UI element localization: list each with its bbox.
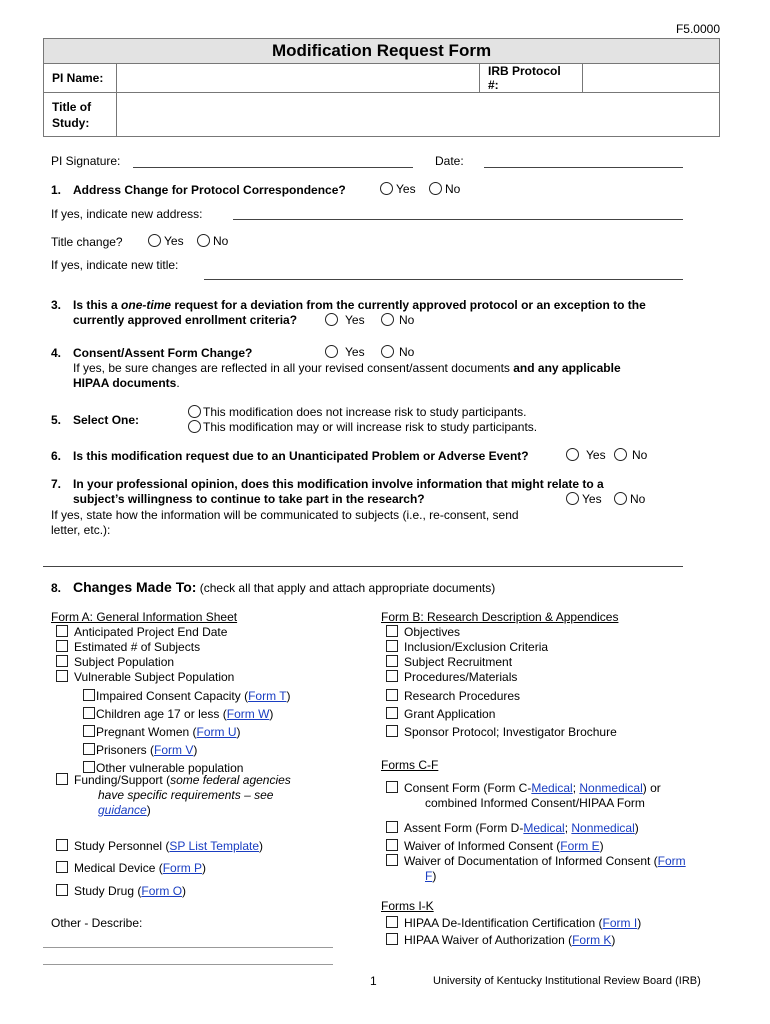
checkbox-icon[interactable] — [386, 640, 398, 652]
checkbox-icon[interactable] — [56, 773, 68, 785]
q7-question-line2: subject’s willingness to continue to take part in the research? — [73, 492, 425, 506]
q7-followup-line2: letter, etc.): — [51, 523, 111, 537]
hipaa-waiver-item[interactable]: HIPAA Waiver of Authorization (Form K) — [386, 933, 615, 948]
checkbox-icon[interactable] — [83, 725, 95, 737]
study-title-label: Title of Study: — [44, 93, 117, 137]
irb-protocol-field[interactable] — [583, 64, 720, 93]
pi-name-field[interactable] — [117, 64, 480, 93]
vulnerable-item[interactable]: Pregnant Women (Form U) — [83, 723, 291, 741]
form-b-item[interactable]: Grant Application — [386, 705, 618, 723]
waiver-documentation-item[interactable]: Waiver of Documentation of Informed Consent (Form F) — [386, 854, 686, 884]
form-code: F5.0000 — [675, 22, 720, 36]
checkbox-icon[interactable] — [83, 743, 95, 755]
checkbox-icon[interactable] — [56, 640, 68, 652]
checkbox-icon[interactable] — [83, 707, 95, 719]
form-a-item[interactable]: Vulnerable Subject Population — [51, 670, 291, 685]
form-a-heading: Form A: General Information Sheet — [51, 610, 238, 624]
q4-note-line2: HIPAA documents. — [73, 376, 180, 390]
vulnerable-item[interactable]: Prisoners (Form V) — [83, 741, 291, 759]
date-line[interactable] — [484, 167, 683, 168]
checkbox-icon[interactable] — [386, 854, 398, 866]
checkbox-icon[interactable] — [56, 884, 68, 896]
q6-no-option[interactable]: No — [614, 448, 647, 462]
q4-yes-option[interactable]: Yes — [325, 345, 365, 359]
header-table — [43, 38, 720, 137]
q3-number: 3. — [51, 298, 62, 312]
q4-no-option[interactable]: No — [381, 345, 414, 359]
pi-name-label: PI Name: — [44, 64, 117, 93]
checkbox-icon[interactable] — [386, 781, 398, 793]
q7-yes-option[interactable]: Yes — [566, 492, 602, 506]
form-b-item[interactable]: Inclusion/Exclusion Criteria — [381, 640, 618, 655]
q3-yes-option[interactable]: Yes — [325, 313, 365, 327]
checkbox-icon[interactable] — [56, 655, 68, 667]
q5-option-no-increase[interactable]: This modification does not increase risk to study participants. — [188, 405, 526, 419]
radio-icon[interactable] — [381, 345, 394, 358]
checkbox-icon[interactable] — [386, 689, 398, 701]
form-a-item[interactable]: Subject Population — [51, 655, 291, 670]
radio-icon[interactable] — [188, 420, 201, 433]
q8-number: 8. — [51, 581, 62, 595]
title-change-yes-option[interactable]: Yes — [148, 234, 184, 248]
pi-signature-line[interactable] — [133, 167, 413, 168]
form-b-item[interactable]: Sponsor Protocol; Investigator Brochure — [386, 723, 618, 741]
radio-icon[interactable] — [380, 182, 393, 195]
checkbox-icon[interactable] — [386, 655, 398, 667]
radio-icon[interactable] — [148, 234, 161, 247]
q1-question: Address Change for Protocol Correspondence? — [73, 183, 346, 197]
checkbox-icon[interactable] — [56, 670, 68, 682]
form-b-section — [381, 610, 618, 741]
waiver-consent-item[interactable]: Waiver of Informed Consent (Form E) — [386, 839, 604, 854]
radio-icon[interactable] — [188, 405, 201, 418]
study-drug-item[interactable]: Study Drug (Form O) — [56, 884, 186, 899]
q1-no-option[interactable]: No — [429, 182, 460, 196]
vulnerable-item[interactable]: Children age 17 or less (Form W) — [83, 705, 291, 723]
q7-answer-line[interactable] — [43, 566, 683, 567]
checkbox-icon[interactable] — [83, 761, 95, 773]
checkbox-icon[interactable] — [56, 839, 68, 851]
q5-option-increase[interactable]: This modification may or will increase risk to study participants. — [188, 420, 537, 434]
q5-label: Select One: — [73, 413, 140, 427]
study-personnel-item[interactable]: Study Personnel (SP List Template) — [56, 839, 263, 854]
q7-followup: If yes, state how the information will be communicated to subjects (i.e., re-consent, send — [51, 508, 519, 522]
q3-question-line2: currently approved enrollment criteria? — [73, 313, 298, 327]
q7-number: 7. — [51, 477, 62, 491]
funding-item[interactable]: Funding/Support (some federal agencies have specific requirements – see guidance) — [56, 773, 291, 818]
q7-no-option[interactable]: No — [614, 492, 645, 506]
form-title: Modification Request Form — [44, 39, 720, 64]
assent-form-item[interactable]: Assent Form (Form D-Medical; Nonmedical) — [386, 821, 639, 836]
checkbox-icon[interactable] — [386, 933, 398, 945]
new-address-label: If yes, indicate new address: — [51, 207, 203, 221]
new-address-line[interactable] — [233, 219, 683, 220]
forms-ik-heading: Forms I-K — [381, 899, 434, 913]
checkbox-icon[interactable] — [386, 670, 398, 682]
radio-icon[interactable] — [325, 345, 338, 358]
q6-number: 6. — [51, 449, 62, 463]
checkbox-icon[interactable] — [56, 625, 68, 637]
checkbox-icon[interactable] — [56, 861, 68, 873]
checkbox-icon[interactable] — [386, 707, 398, 719]
radio-icon[interactable] — [566, 448, 579, 461]
other-describe-line[interactable] — [43, 947, 333, 948]
checkbox-icon[interactable] — [386, 821, 398, 833]
page-number: 1 — [370, 974, 377, 988]
footer-org: University of Kentucky Institutional Review Board (IRB) — [433, 975, 701, 987]
form-b-item[interactable]: Objectives — [381, 625, 618, 640]
radio-icon[interactable] — [381, 313, 394, 326]
form-b-heading: Form B: Research Description & Appendices — [381, 610, 619, 624]
q1-number: 1. — [51, 183, 62, 197]
form-b-item[interactable]: Procedures/Materials — [381, 670, 618, 685]
q6-yes-option[interactable]: Yes — [566, 448, 606, 462]
q3-no-option[interactable]: No — [381, 313, 414, 327]
radio-icon[interactable] — [197, 234, 210, 247]
q8-heading: Changes Made To: (check all that apply and attach appropriate documents) — [73, 579, 496, 595]
q4-number: 4. — [51, 346, 62, 360]
new-title-label: If yes, indicate new title: — [51, 258, 179, 272]
date-label: Date: — [435, 154, 464, 168]
form-b-item[interactable]: Research Procedures — [386, 687, 618, 705]
vulnerable-subgroups — [51, 687, 291, 777]
form-a-item[interactable]: Estimated # of Subjects — [51, 640, 291, 655]
q5-number: 5. — [51, 413, 62, 427]
other-describe-label: Other - Describe: — [51, 916, 143, 930]
forms-cf-heading: Forms C-F — [381, 758, 439, 772]
radio-icon[interactable] — [325, 313, 338, 326]
title-change-label: Title change? — [51, 235, 123, 249]
title-change-no-option[interactable]: No — [197, 234, 228, 248]
checkbox-icon[interactable] — [83, 689, 95, 701]
pi-signature-label: PI Signature: — [51, 154, 121, 168]
vulnerable-item[interactable]: Impaired Consent Capacity (Form T) — [83, 687, 291, 705]
q6-question: Is this modification request due to an Unanticipated Problem or Adverse Event? — [73, 449, 529, 463]
vulnerable-item[interactable]: Other vulnerable population — [83, 759, 291, 777]
form-b-more — [381, 687, 618, 741]
checkbox-icon[interactable] — [386, 725, 398, 737]
q3-question: Is this a one-time request for a deviation from the currently approved protocol or an exception to the — [73, 298, 646, 312]
q4-note: If yes, be sure changes are reflected in all your revised consent/assent documents and any applicable — [73, 361, 621, 375]
form-a-item[interactable]: Anticipated Project End Date — [51, 625, 291, 640]
radio-icon[interactable] — [566, 492, 579, 505]
study-title-field[interactable] — [117, 93, 720, 137]
irb-protocol-label: IRB Protocol #: — [480, 64, 583, 93]
form-a-section — [51, 610, 291, 777]
q4-question: Consent/Assent Form Change? — [73, 346, 253, 360]
radio-icon[interactable] — [614, 492, 627, 505]
q7-question: In your professional opinion, does this modification involve information that might relate to a — [73, 477, 604, 491]
hipaa-deidentification-item[interactable]: HIPAA De-Identification Certification (Form I) — [386, 916, 641, 931]
other-describe-line[interactable] — [43, 964, 333, 965]
consent-form-item[interactable]: Consent Form (Form C-Medical; Nonmedical) or combined Informed Consent/HIPAA Form — [386, 781, 661, 811]
new-title-line[interactable] — [204, 279, 683, 280]
q1-yes-option[interactable]: Yes — [380, 182, 416, 196]
radio-icon[interactable] — [614, 448, 627, 461]
checkbox-icon[interactable] — [386, 839, 398, 851]
radio-icon[interactable] — [429, 182, 442, 195]
medical-device-item[interactable]: Medical Device (Form P) — [56, 861, 206, 876]
checkbox-icon[interactable] — [386, 625, 398, 637]
checkbox-icon[interactable] — [386, 916, 398, 928]
form-b-item[interactable]: Subject Recruitment — [381, 655, 618, 670]
